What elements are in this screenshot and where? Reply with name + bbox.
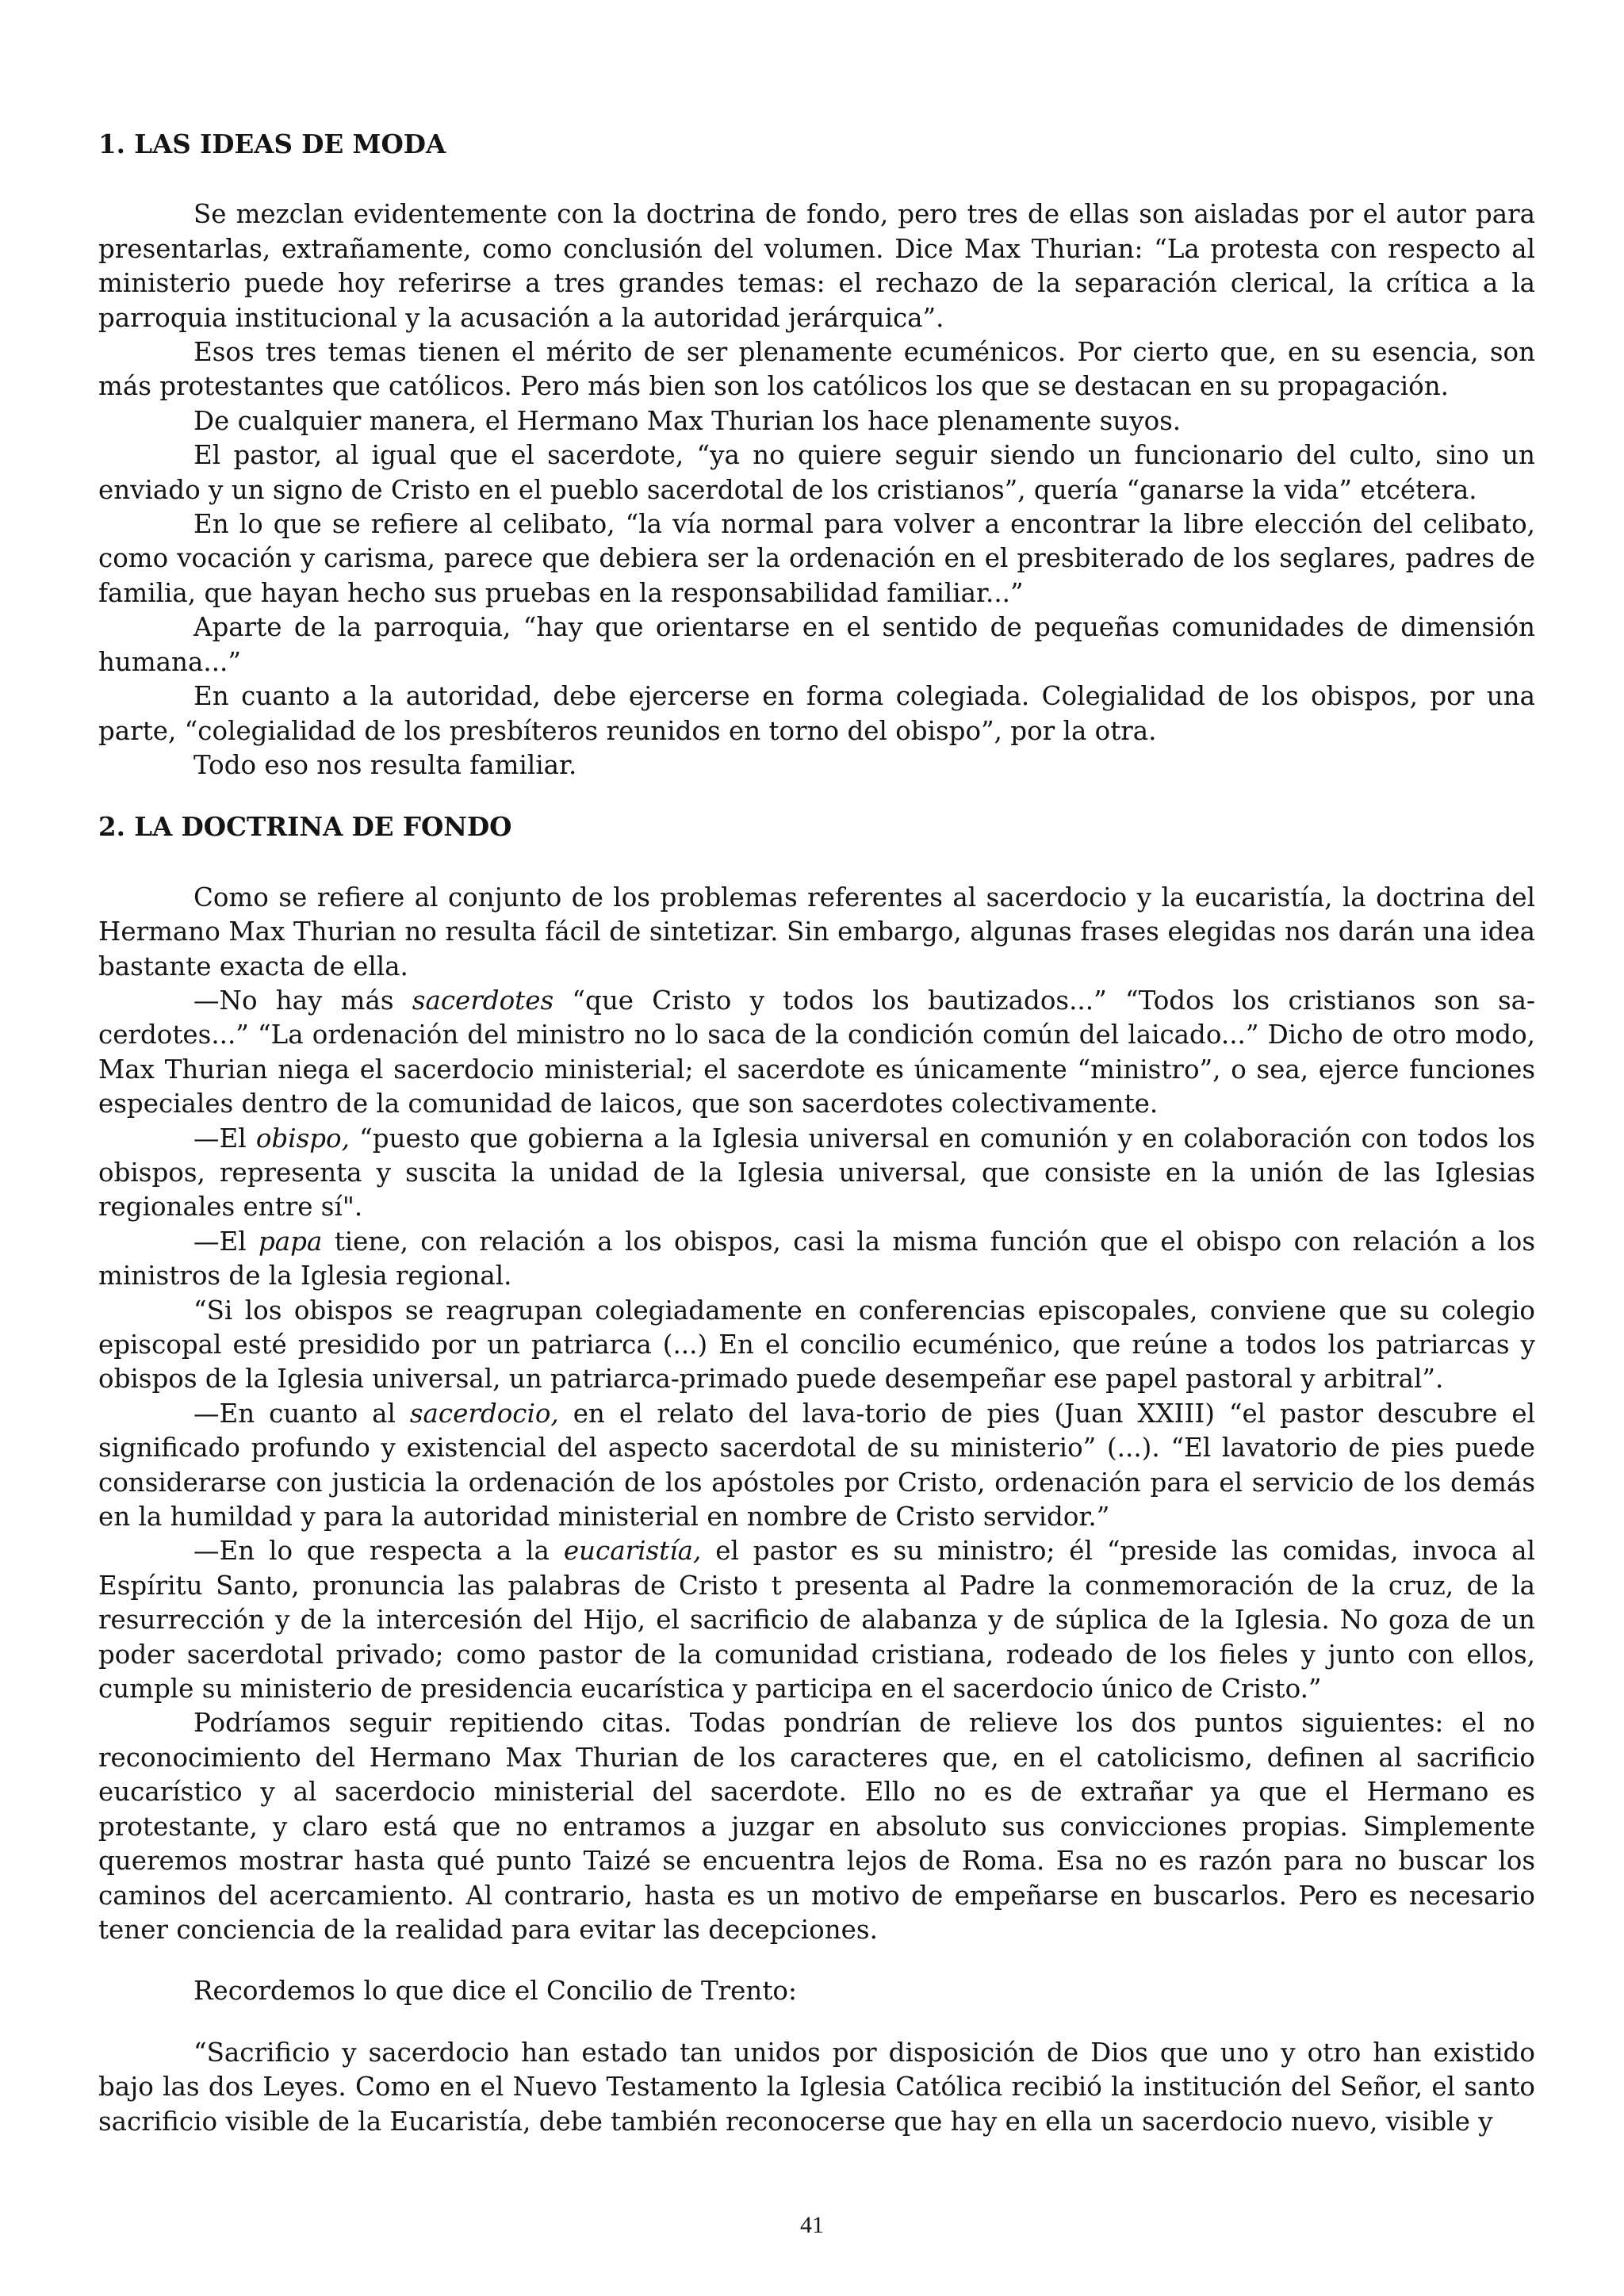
paragraph: Como se refiere al conjunto de los problemas referentes al sacerdocio y la eucaristía, la doctrina del Hermano Max Thurian no resulta fácil de sintetizar. Sin embargo, algunas frases elegidas nos darán una idea bastante exacta de ella. [98,882,1535,982]
italic-term: obispo, [255,1123,350,1154]
italic-term: eucaristía, [563,1536,702,1567]
text-run: “que Cristo y todos los bautizados...” “Todos los cristianos son sa-cerdotes...” “La ordenación del ministro no lo saca de la condición común del laicado...” Dicho de otro modo, Max Thurian niega el sacerdocio ministerial; el sacerdote es únicamente “ministro”, o sea, ejerce funciones especiales dentro de la comunidad de laicos, que son sacerdotes colectivamente. [98,985,1535,1119]
paragraph: Todo eso nos resulta familiar. [193,749,577,780]
paragraph: Podríamos seguir repitiendo citas. Todas pondrían de relieve los dos puntos siguientes: el no reconocimiento del Hermano Max Thurian de los caracteres que, en el catolicismo, definen al sacrificio eucarístico y al sacerdocio ministerial del sacerdote. Ello no es de extrañar ya que el Hermano es protestante, y claro está que no entramos a juzgar en absoluto sus convicciones propias. Simplemente queremos mostrar hasta qué punto Taizé se encuentra lejos de Roma. Esa no es razón para no buscar los caminos del acercamiento. Al contrario, hasta es un motivo de empeñarse en buscarlos. Pero es necesario tener conciencia de la realidad para evitar las decepciones. [98,1708,1535,1945]
italic-term: papa [258,1226,323,1257]
italic-term: sacerdocio, [409,1398,559,1429]
text-run: en el relato del lava-torio de pies (Juan XXIII) “el pastor descubre el significado profundo y existencial del aspecto sacerdotal de su ministerio” (...). “El lavatorio de pies puede considerarse con justicia la ordenación de los apóstoles por Cristo, ordenación para el servicio de los demás en la humildad y para la autoridad ministerial en nombre de Cristo servidor.” [98,1398,1535,1533]
paragraph [98,1534,1535,1706]
paragraph: Esos tres temas tienen el mérito de ser plenamente ecuménicos. Por cierto que, en su esencia, son más protestantes que católicos. Pero más bien son los católicos los que se destacan en su propagación. [98,337,1535,402]
paragraph [98,1122,1535,1225]
section-heading-doctrina-de-fondo: 2. LA DOCTRINA DE FONDO [98,811,512,843]
paragraph: Aparte de la parroquia, “hay que orientarse en el sentido de pequeñas comunidades de dimensión humana...” [98,612,1535,677]
paragraph [98,984,1535,1122]
paragraph [98,1397,1535,1535]
text-run: —El [193,1226,259,1257]
paragraph: En cuanto a la autoridad, debe ejercerse en forma colegiada. Colegialidad de los obispos, por una parte, “colegialidad de los presbíteros reunidos en torno del obispo”, por la otra. [98,681,1535,746]
italic-term: sacerdotes [412,985,554,1016]
document-page [98,127,1535,2139]
paragraph: Se mezclan evidentemente con la doctrina de fondo, pero tres de ellas son aisladas por el autor para presentarlas, extrañamente, como conclusión del volumen. Dice Max Thurian: “La protesta con respecto al ministerio puede hoy referirse a tres grandes temas: el rechazo de la separación clerical, la crítica a la parroquia institucional y la acusación a la autoridad jerárquica”. [98,199,1535,333]
section-heading-ideas-de-moda: 1. LAS IDEAS DE MODA [98,128,446,159]
paragraph [98,1225,1535,1294]
text-run: —En lo que respecta a la [193,1536,564,1567]
text-run: —No hay más [193,985,412,1016]
text-run: —En cuanto al [193,1398,410,1429]
quotation-paragraph: “Sacrificio y sacerdocio han estado tan unidos por disposición de Dios que uno y otro han existido bajo las dos Leyes. Como en el Nuevo Testamento la Iglesia Católica recibió la institución del Señor, el santo sacrificio visible de la Eucaristía, debe también reconocerse que hay en ella un sacerdocio nuevo, visible y [98,2037,1535,2137]
page-number: 41 [800,2212,824,2238]
paragraph: De cualquier manera, el Hermano Max Thurian los hace plenamente suyos. [193,405,1182,436]
text-run: —El [193,1123,256,1154]
paragraph: El pastor, al igual que el sacerdote, “ya no quiere seguir siendo un funcionario del culto, sino un enviado y un signo de Cristo en el pueblo sacerdotal de los cristianos”, quería “ganarse la vida” etcétera. [98,440,1535,505]
text-run: el pastor es su ministro; él “preside las comidas, invoca al Espíritu Santo, pronuncia las palabras de Cristo t presenta al Padre la conmemoración de la cruz, de la resurrección y de la intercesión del Hijo, el sacrificio de alabanza y de súplica de la Iglesia. No goza de un poder sacerdotal privado; como pastor de la comunidad cristiana, rodeado de los fieles y junto con ellos, cumple su ministerio de presidencia eucarística y participa en el sacerdocio único de Cristo.” [98,1536,1536,1705]
paragraph: “Si los obispos se reagrupan colegiadamente en conferencias episcopales, conviene que su colegio episcopal esté presidido por un patriarca (...) En el concilio ecuménico, que reúne a todos los patriarcas y obispos de la Iglesia universal, un patriarca-primado puede desempeñar ese papel pastoral y arbitral”. [98,1295,1535,1395]
text-run: “puesto que gobierna a la Iglesia universal en comunión y en colaboración con todos los obispos, representa y suscita la unidad de la Iglesia universal, que consiste en la unión de las Iglesias regionales entre sí". [98,1123,1535,1223]
paragraph: En lo que se refiere al celibato, “la vía normal para volver a encontrar la libre elección del celibato, como vocación y carisma, parece que debiera ser la ordenación en el presbiterado de los seglares, padres de familia, que hayan hecho sus pruebas en la responsabilidad familiar...” [98,509,1535,608]
text-run: tiene, con relación a los obispos, casi la misma función que el obispo con relación a los ministros de la Iglesia regional. [98,1226,1535,1292]
paragraph: Recordemos lo que dice el Concilio de Trento: [193,1976,797,2007]
